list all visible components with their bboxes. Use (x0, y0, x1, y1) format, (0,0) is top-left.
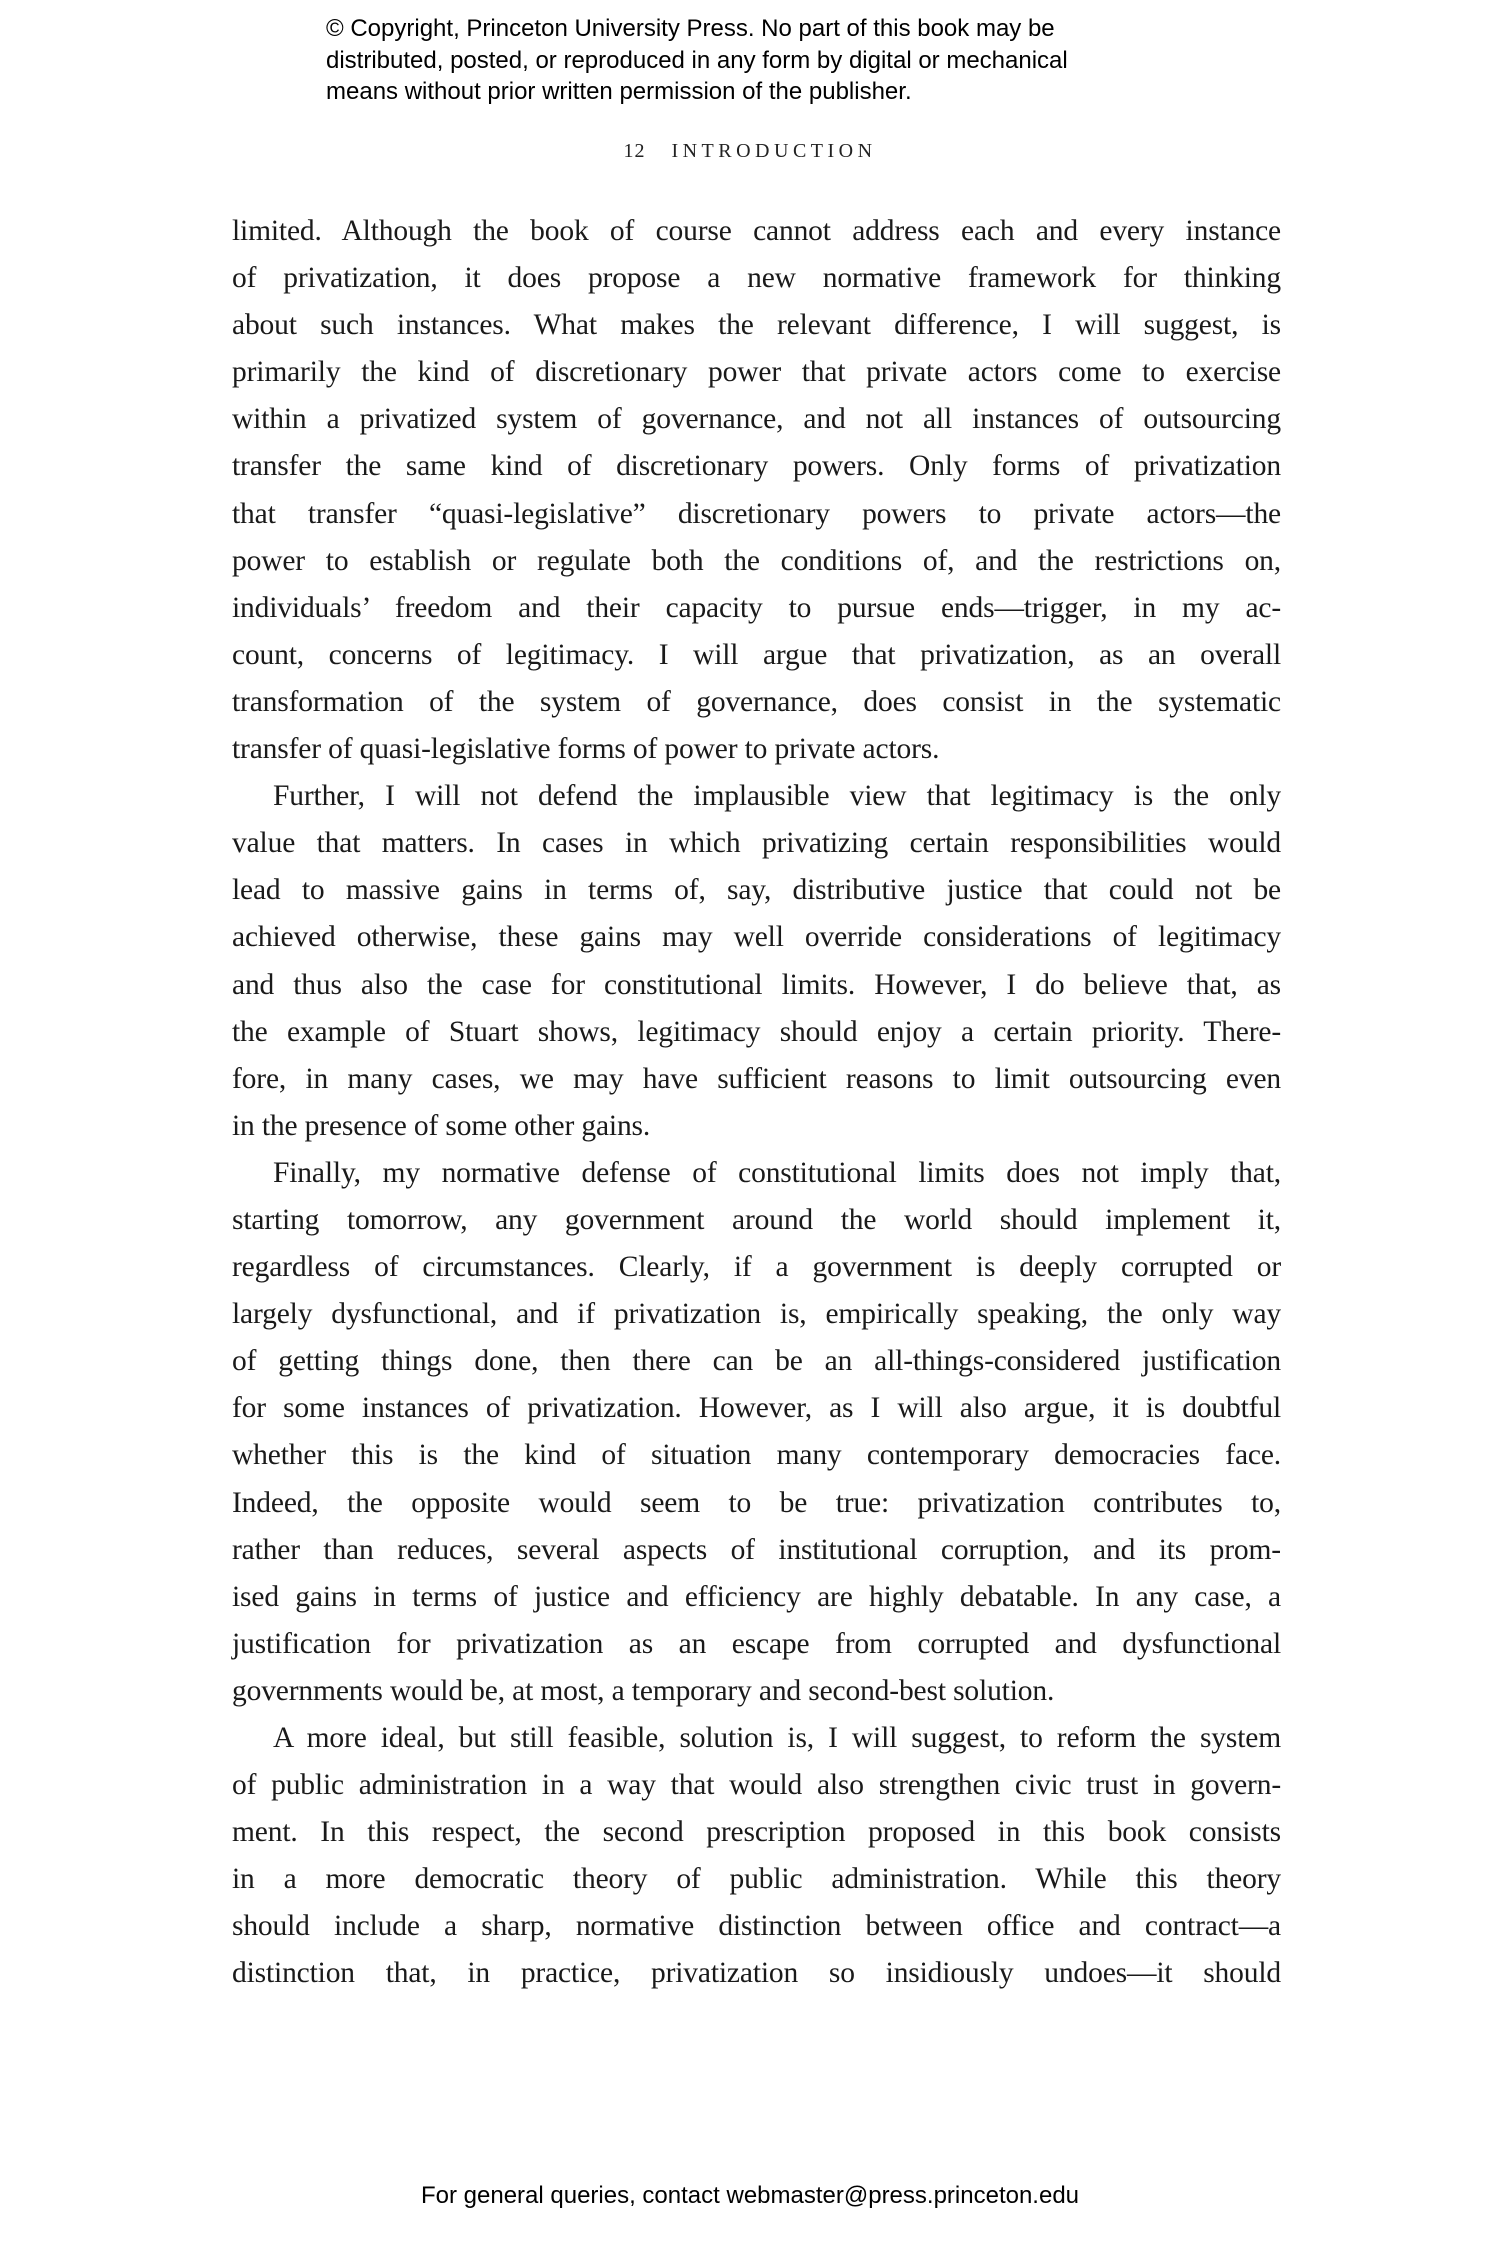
text-line: within a privatized system of governance, and not all instances of outsourcing (232, 403, 1281, 436)
paragraph (232, 1150, 1281, 1715)
text-line: about such instances. What makes the relevant difference, I will suggest, is (232, 309, 1281, 342)
text-line: lead to massive gains in terms of, say, distributive justice that could not be (232, 874, 1281, 907)
text-line: that transfer “quasi-legislative” discretionary powers to private actors—the (232, 497, 1281, 530)
text-line: achieved otherwise, these gains may well override considerations of legitimacy (232, 921, 1281, 954)
text-line: of public administration in a way that would also strengthen civic trust in govern- (232, 1769, 1281, 1802)
text-line: ment. In this respect, the second prescription proposed in this book consists (232, 1816, 1281, 1849)
body-text (232, 208, 1281, 1998)
text-line: ised gains in terms of justice and efficiency are highly debatable. In any case, a (232, 1580, 1281, 1613)
text-line: should include a sharp, normative distinction between office and contract—a (232, 1910, 1281, 1943)
text-line: governments would be, at most, a temporary and second-best solution. (232, 1674, 1055, 1707)
copyright-line: means without prior written permission of the publisher. (326, 78, 912, 105)
text-line: largely dysfunctional, and if privatization is, empirically speaking, the only way (232, 1298, 1281, 1331)
page-number: 12 (623, 140, 646, 162)
paragraph (232, 773, 1281, 1150)
text-line: in the presence of some other gains. (232, 1109, 651, 1142)
text-line: justification for privatization as an escape from corrupted and dysfunctional (232, 1627, 1281, 1660)
copyright-line: distributed, posted, or reproduced in any form by digital or mechanical (326, 46, 1068, 74)
text-line: individuals’ freedom and their capacity to pursue ends—trigger, in my ac- (232, 591, 1281, 624)
text-line: of getting things done, then there can be an all-things-considered justification (232, 1345, 1281, 1378)
text-line: transfer the same kind of discretionary powers. Only forms of privatization (232, 450, 1281, 483)
text-line: whether this is the kind of situation many contemporary democracies face. (232, 1439, 1281, 1472)
text-line: of privatization, it does propose a new normative framework for thinking (232, 262, 1281, 295)
text-line: regardless of circumstances. Clearly, if a government is deeply corrupted or (232, 1251, 1281, 1284)
paragraph (232, 1715, 1281, 1998)
copyright-line: © Copyright, Princeton University Press. No part of this book may be (326, 15, 1055, 42)
text-line: value that matters. In cases in which privatizing certain responsibilities would (232, 827, 1281, 860)
text-line: distinction that, in practice, privatization so insidiously undoes—it should (232, 1957, 1281, 1990)
text-line: limited. Although the book of course cannot address each and every instance (232, 215, 1281, 247)
copyright-notice (326, 13, 1068, 108)
text-line: count, concerns of legitimacy. I will argue that privatization, as an overall (232, 638, 1281, 671)
text-line: transfer of quasi-legislative forms of power to private actors. (232, 733, 940, 766)
text-line: Indeed, the opposite would seem to be true: privatization contributes to, (232, 1486, 1281, 1519)
text-line: and thus also the case for constitutional limits. However, I do believe that, as (232, 968, 1281, 1001)
text-line: primarily the kind of discretionary power that private actors come to exercise (232, 356, 1281, 389)
text-line: power to establish or regulate both the conditions of, and the restrictions on, (232, 544, 1281, 577)
text-line: for some instances of privatization. However, as I will also argue, it is doubtful (232, 1392, 1281, 1425)
text-line: transformation of the system of governance, does consist in the systematic (232, 685, 1281, 718)
paragraph (232, 208, 1281, 773)
text-line: starting tomorrow, any government around the world should implement it, (232, 1203, 1281, 1236)
text-line: A more ideal, but still feasible, solution is, I will suggest, to reform the system (273, 1722, 1281, 1754)
text-line: Further, I will not defend the implausible view that legitimacy is the only (273, 780, 1281, 813)
text-line: rather than reduces, several aspects of institutional corruption, and its prom- (232, 1533, 1281, 1566)
text-line: fore, in many cases, we may have sufficient reasons to limit outsourcing even (232, 1062, 1281, 1095)
running-head (0, 140, 1500, 163)
footer-contact: For general queries, contact webmaster@press.princeton.edu (420, 2182, 1080, 2209)
chapter-title: INTRODUCTION (671, 140, 877, 162)
text-line: the example of Stuart shows, legitimacy should enjoy a certain priority. There- (232, 1015, 1281, 1048)
text-line: in a more democratic theory of public administration. While this theory (232, 1863, 1281, 1896)
text-line: Finally, my normative defense of constitutional limits does not imply that, (273, 1156, 1281, 1189)
